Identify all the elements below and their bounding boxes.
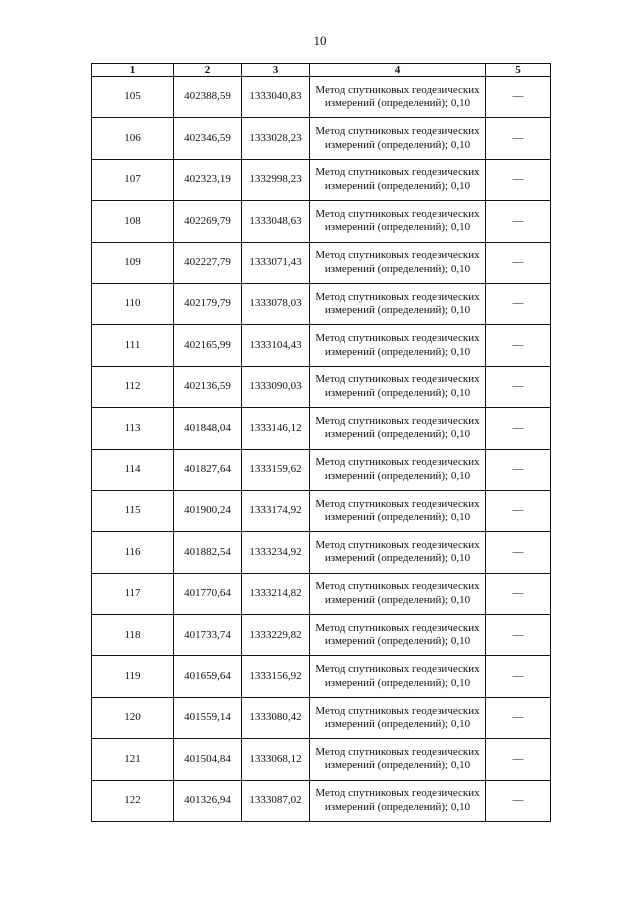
y-coordinate-cell: 1333104,43 <box>242 325 310 366</box>
point-number-cell: 119 <box>92 656 174 697</box>
table-row <box>92 118 551 159</box>
x-coordinate-cell: 401326,94 <box>174 780 242 821</box>
note-cell: — <box>486 201 551 242</box>
table-row <box>92 697 551 738</box>
note-cell: — <box>486 739 551 780</box>
column-header: 4 <box>310 64 486 77</box>
table-row <box>92 283 551 324</box>
table-row <box>92 159 551 200</box>
method-cell: Метод спутниковых геодезических измерений (определений); 0,10 <box>310 490 486 531</box>
point-number-cell: 115 <box>92 490 174 531</box>
x-coordinate-cell: 401770,64 <box>174 573 242 614</box>
method-cell: Метод спутниковых геодезических измерений (определений); 0,10 <box>310 77 486 118</box>
point-number-cell: 114 <box>92 449 174 490</box>
y-coordinate-cell: 1333071,43 <box>242 242 310 283</box>
point-number-cell: 117 <box>92 573 174 614</box>
y-coordinate-cell: 1333159,62 <box>242 449 310 490</box>
table-row <box>92 780 551 821</box>
table-row <box>92 408 551 449</box>
note-cell: — <box>486 283 551 324</box>
x-coordinate-cell: 401882,54 <box>174 532 242 573</box>
table-row <box>92 201 551 242</box>
coordinates-table <box>91 63 551 822</box>
table-row <box>92 656 551 697</box>
y-coordinate-cell: 1333090,03 <box>242 366 310 407</box>
page-number: 10 <box>313 33 327 48</box>
y-coordinate-cell: 1333229,82 <box>242 615 310 656</box>
x-coordinate-cell: 401659,64 <box>174 656 242 697</box>
y-coordinate-cell: 1333078,03 <box>242 283 310 324</box>
table-row <box>92 77 551 118</box>
point-number-cell: 113 <box>92 408 174 449</box>
note-cell: — <box>486 656 551 697</box>
note-cell: — <box>486 697 551 738</box>
method-cell: Метод спутниковых геодезических измерений (определений); 0,10 <box>310 118 486 159</box>
point-number-cell: 118 <box>92 615 174 656</box>
method-cell: Метод спутниковых геодезических измерений (определений); 0,10 <box>310 780 486 821</box>
method-cell: Метод спутниковых геодезических измерений (определений); 0,10 <box>310 739 486 780</box>
y-coordinate-cell: 1333080,42 <box>242 697 310 738</box>
point-number-cell: 122 <box>92 780 174 821</box>
note-cell: — <box>486 615 551 656</box>
x-coordinate-cell: 402323,19 <box>174 159 242 200</box>
table-row <box>92 573 551 614</box>
x-coordinate-cell: 402179,79 <box>174 283 242 324</box>
y-coordinate-cell: 1333048,63 <box>242 201 310 242</box>
point-number-cell: 107 <box>92 159 174 200</box>
y-coordinate-cell: 1333040,83 <box>242 77 310 118</box>
y-coordinate-cell: 1333234,92 <box>242 532 310 573</box>
column-header: 2 <box>174 64 242 77</box>
y-coordinate-cell: 1333156,92 <box>242 656 310 697</box>
point-number-cell: 109 <box>92 242 174 283</box>
x-coordinate-cell: 402136,59 <box>174 366 242 407</box>
method-cell: Метод спутниковых геодезических измерений (определений); 0,10 <box>310 366 486 407</box>
method-cell: Метод спутниковых геодезических измерений (определений); 0,10 <box>310 449 486 490</box>
y-coordinate-cell: 1333068,12 <box>242 739 310 780</box>
note-cell: — <box>486 118 551 159</box>
note-cell: — <box>486 77 551 118</box>
point-number-cell: 111 <box>92 325 174 366</box>
y-coordinate-cell: 1333028,23 <box>242 118 310 159</box>
x-coordinate-cell: 401900,24 <box>174 490 242 531</box>
x-coordinate-cell: 402388,59 <box>174 77 242 118</box>
x-coordinate-cell: 402227,79 <box>174 242 242 283</box>
point-number-cell: 105 <box>92 77 174 118</box>
method-cell: Метод спутниковых геодезических измерений (определений); 0,10 <box>310 159 486 200</box>
x-coordinate-cell: 402346,59 <box>174 118 242 159</box>
note-cell: — <box>486 449 551 490</box>
x-coordinate-cell: 401827,64 <box>174 449 242 490</box>
method-cell: Метод спутниковых геодезических измерений (определений); 0,10 <box>310 408 486 449</box>
note-cell: — <box>486 490 551 531</box>
x-coordinate-cell: 402165,99 <box>174 325 242 366</box>
y-coordinate-cell: 1332998,23 <box>242 159 310 200</box>
point-number-cell: 120 <box>92 697 174 738</box>
method-cell: Метод спутниковых геодезических измерений (определений); 0,10 <box>310 325 486 366</box>
method-cell: Метод спутниковых геодезических измерений (определений); 0,10 <box>310 283 486 324</box>
table-row <box>92 490 551 531</box>
table-row <box>92 739 551 780</box>
method-cell: Метод спутниковых геодезических измерений (определений); 0,10 <box>310 615 486 656</box>
point-number-cell: 116 <box>92 532 174 573</box>
table-row <box>92 242 551 283</box>
table-header-row <box>92 64 551 77</box>
table-row <box>92 366 551 407</box>
point-number-cell: 110 <box>92 283 174 324</box>
x-coordinate-cell: 401559,14 <box>174 697 242 738</box>
note-cell: — <box>486 366 551 407</box>
point-number-cell: 121 <box>92 739 174 780</box>
point-number-cell: 108 <box>92 201 174 242</box>
table-row <box>92 325 551 366</box>
note-cell: — <box>486 532 551 573</box>
column-header: 5 <box>486 64 551 77</box>
table-row <box>92 449 551 490</box>
y-coordinate-cell: 1333146,12 <box>242 408 310 449</box>
note-cell: — <box>486 573 551 614</box>
y-coordinate-cell: 1333214,82 <box>242 573 310 614</box>
method-cell: Метод спутниковых геодезических измерений (определений); 0,10 <box>310 532 486 573</box>
method-cell: Метод спутниковых геодезических измерений (определений); 0,10 <box>310 573 486 614</box>
note-cell: — <box>486 159 551 200</box>
table-row <box>92 615 551 656</box>
method-cell: Метод спутниковых геодезических измерений (определений); 0,10 <box>310 656 486 697</box>
point-number-cell: 106 <box>92 118 174 159</box>
y-coordinate-cell: 1333087,02 <box>242 780 310 821</box>
method-cell: Метод спутниковых геодезических измерений (определений); 0,10 <box>310 201 486 242</box>
x-coordinate-cell: 402269,79 <box>174 201 242 242</box>
column-header: 1 <box>92 64 174 77</box>
method-cell: Метод спутниковых геодезических измерений (определений); 0,10 <box>310 697 486 738</box>
point-number-cell: 112 <box>92 366 174 407</box>
table-body <box>92 77 551 822</box>
x-coordinate-cell: 401504,84 <box>174 739 242 780</box>
table-row <box>92 532 551 573</box>
method-cell: Метод спутниковых геодезических измерений (определений); 0,10 <box>310 242 486 283</box>
note-cell: — <box>486 325 551 366</box>
note-cell: — <box>486 408 551 449</box>
column-header: 3 <box>242 64 310 77</box>
note-cell: — <box>486 242 551 283</box>
note-cell: — <box>486 780 551 821</box>
x-coordinate-cell: 401733,74 <box>174 615 242 656</box>
x-coordinate-cell: 401848,04 <box>174 408 242 449</box>
y-coordinate-cell: 1333174,92 <box>242 490 310 531</box>
